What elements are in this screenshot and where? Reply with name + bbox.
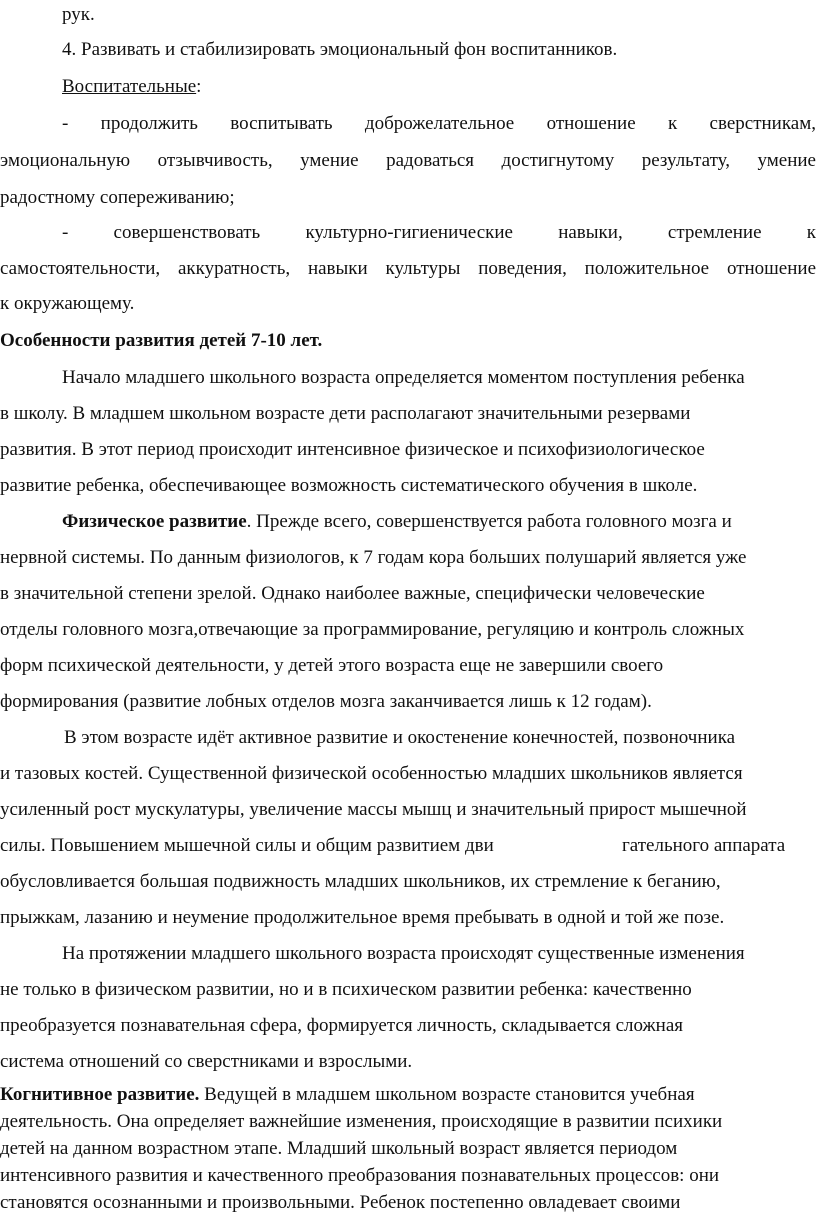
text-line: форм психической деятельности, у детей этого возраста еще не завершили своего — [0, 655, 664, 676]
text-line: рук. — [62, 4, 95, 25]
text-line: - продолжить воспитывать доброжелательное отношение к сверстникам, — [62, 113, 816, 134]
section-title: Особенности развития детей 7-10 лет. — [0, 330, 323, 351]
text-line: система отношений со сверстниками и взрослыми. — [0, 1051, 413, 1072]
text-line: формирования (развитие лобных отделов мозга заканчивается лишь к 12 годам). — [0, 691, 652, 712]
text-line: интенсивного развития и качественного преобразования познавательных процессов: они — [0, 1165, 720, 1186]
text-line: На протяжении младшего школьного возраста происходят существенные изменения — [62, 943, 745, 964]
text-line: самостоятельности, аккуратность, навыки культуры поведения, положительное отношение — [0, 258, 816, 279]
text-line: нервной системы. По данным физиологов, к 7 годам кора больших полушарий является уже — [0, 547, 747, 568]
text-line: - совершенствовать культурно-гигиенические навыки, стремление к — [62, 222, 816, 243]
goal-item: 4. Развивать и стабилизировать эмоциональный фон воспитанников. — [62, 39, 618, 60]
text-line: силы. Повышением мышечной силы и общим развитием дви — [0, 835, 494, 856]
text-line: детей на данном возрастном этапе. Младший школьный возраст является периодом — [0, 1138, 678, 1159]
text-line: прыжкам, лазанию и неумение продолжительное время пребывать в одной и той же позе. — [0, 907, 725, 928]
text-line: отделы головного мозга,отвечающие за программирование, регуляцию и контроль сложных — [0, 619, 745, 640]
text-line: становятся осознанными и произвольными. Ребенок постепенно овладевает своими — [0, 1192, 681, 1213]
text-line — [0, 1083, 816, 1107]
text-line: в значительной степени зрелой. Однако наиболее важные, специфически человеческие — [0, 583, 705, 604]
text-line: гательного аппарата — [622, 835, 786, 856]
text-line: радостному сопереживанию; — [0, 187, 235, 208]
subheading-label: Воспитательные — [62, 76, 197, 97]
text-line — [0, 510, 816, 534]
text-line: преобразуется познавательная сфера, формируется личность, складывается сложная — [0, 1015, 684, 1036]
text-run: . Прежде всего, совершенствуется работа головного мозга и — [246, 511, 732, 532]
text-line: развитие ребенка, обеспечивающее возможность систематического обучения в школе. — [0, 475, 698, 496]
text-line: деятельность. Она определяет важнейшие изменения, происходящие в развитии психики — [0, 1111, 723, 1132]
cognitive-development-label: Когнитивное развитие. — [0, 1084, 200, 1105]
text-line: эмоциональную отзывчивость, умение радоваться достигнутому результату, умение — [0, 150, 816, 171]
subheading-colon: : — [196, 76, 202, 97]
text-run: Ведущей в младшем школьном возрасте становится учебная — [199, 1084, 695, 1105]
text-line: Начало младшего школьного возраста определяется моментом поступления ребенка — [62, 367, 745, 388]
text-line: в школу. В младшем школьном возрасте дети располагают значительными резервами — [0, 403, 691, 424]
subheading-upbringing — [62, 75, 762, 99]
physical-development-label: Физическое развитие — [62, 511, 247, 532]
text-line: В этом возрасте идёт активное развитие и окостенение конечностей, позвоночника — [64, 727, 736, 748]
text-line: усиленный рост мускулатуры, увеличение массы мышц и значительный прирост мышечной — [0, 799, 747, 820]
text-line: обусловливается большая подвижность младших школьников, их стремление к бeганию, — [0, 871, 721, 892]
text-line: не только в физическом развитии, но и в психическом развитии ребенка: качественно — [0, 979, 692, 1000]
text-line: развития. В этот период происходит интенсивное физическое и психофизиологическое — [0, 439, 705, 460]
text-line: и тазовых костей. Существенной физической особенностью младших школьников является — [0, 763, 743, 784]
text-line: к окружающему. — [0, 293, 135, 314]
